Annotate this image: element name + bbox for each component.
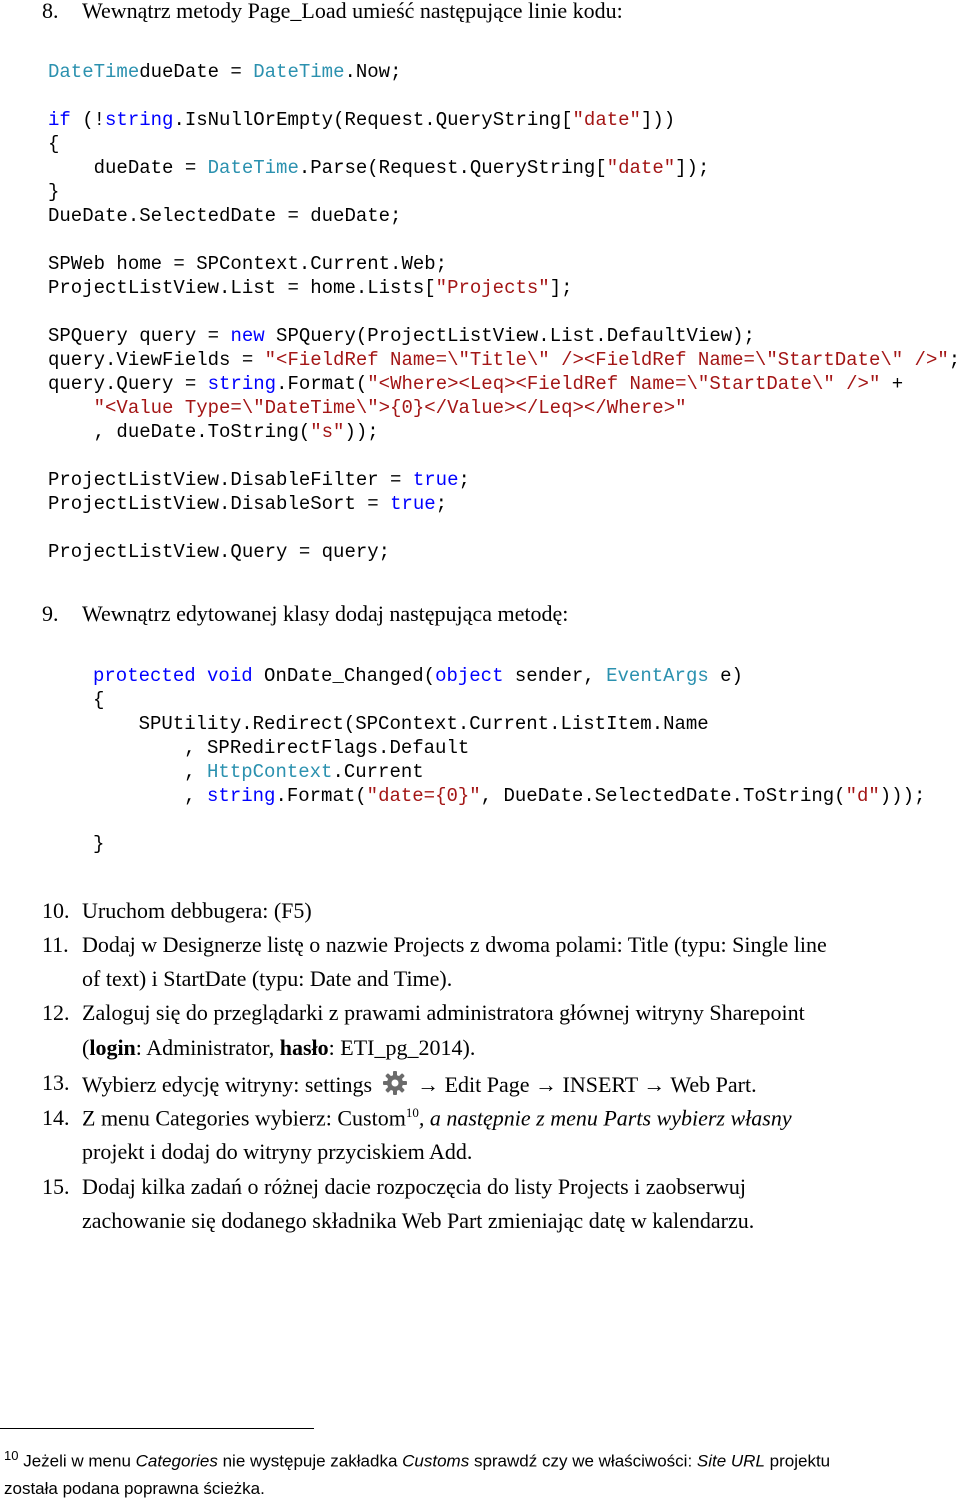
paren-open: ( [82, 1035, 90, 1060]
code-token: ProjectListView.List = home.Lists[ [48, 277, 436, 299]
code-token: ; [435, 493, 448, 515]
code-token: )); [344, 421, 379, 443]
code-line [48, 540, 960, 564]
code-line [93, 808, 925, 832]
step-11-line1: Dodaj w Designerze listę o nazwie Projects z dwoma polami: Title (typu: Single line [82, 932, 827, 957]
code-line [48, 324, 960, 348]
code-token: "<FieldRef Name=\"Title\" /><FieldRef Name=\"StartDate\" />" [264, 349, 949, 371]
code-line [48, 372, 960, 396]
step-12-line1: Zaloguj się do przeglądarki z prawami administratora głównej witryny Sharepoint [82, 1000, 805, 1025]
code-token: ]); [675, 157, 710, 179]
step-15-number: 15. [42, 1174, 70, 1199]
code-token [196, 665, 207, 687]
step-11-number: 11. [42, 932, 69, 957]
code-token: ; [948, 349, 960, 371]
step-14-part2: , a następnie z menu Parts wybierz własny [418, 1105, 792, 1131]
code-token: .Current [332, 761, 424, 783]
code-token: DueDate.SelectedDate = dueDate; [48, 205, 402, 227]
code-block-on-date-changed [93, 664, 925, 856]
code-line [48, 84, 960, 108]
password-label: hasło [279, 1035, 329, 1060]
code-token: , SPRedirectFlags.Default [93, 737, 470, 759]
step-10-number: 10. [42, 898, 70, 923]
code-token: new [230, 325, 265, 347]
step-14-line2: projekt i dodaj do witryny przyciskiem Add. [82, 1139, 473, 1164]
code-token: HttpContext [207, 761, 333, 783]
step-11-line2: of text) i StartDate (typu: Date and Time). [82, 966, 453, 991]
step-12-line2 [82, 1035, 475, 1061]
code-token: OnDate_Changed( [252, 665, 436, 687]
step-13-before: Wybierz edycję witryny: settings [82, 1072, 373, 1097]
code-token: SPQuery query = [48, 325, 231, 347]
code-token: sender, [503, 665, 607, 687]
code-token: SPUtility.Redirect(SPContext.Current.ListItem.Name [93, 713, 709, 735]
step-13-text [82, 1070, 757, 1098]
code-token: "<Value Type=\"DateTime\">{0}</Value></Leq></Where>" [93, 397, 687, 419]
footnote-customs: Customs [402, 1451, 470, 1471]
code-token: string [207, 785, 276, 807]
step-14-number: 14. [42, 1105, 70, 1130]
step-15-line2: zachowanie się dodanego składnika Web Part zmieniając datę w kalendarzu. [82, 1208, 755, 1233]
code-token: .Format( [275, 785, 367, 807]
code-line [93, 784, 925, 808]
code-line [48, 420, 960, 444]
code-token: "date" [606, 157, 676, 179]
code-token: true [390, 493, 436, 515]
code-block-page-load [48, 60, 960, 564]
code-token: DateTime [48, 61, 140, 83]
code-token: void [207, 665, 253, 687]
code-token: , dueDate.ToString( [48, 421, 311, 443]
password-value: : ETI_pg_2014). [328, 1035, 476, 1060]
code-token: ; [458, 469, 470, 491]
step-8-number: 8. [42, 0, 59, 23]
footnote [4, 1442, 954, 1502]
code-token: ProjectListView.DisableFilter = [48, 469, 413, 491]
footnote-separator [0, 1428, 314, 1429]
code-token: ]; [549, 277, 573, 299]
code-token: .Now; [344, 61, 402, 83]
code-line [93, 664, 925, 688]
footnote-text-4: projektu [764, 1451, 831, 1471]
code-token: ])) [640, 109, 676, 131]
code-line [48, 60, 960, 84]
code-token: ))); [879, 785, 926, 807]
code-line [48, 180, 960, 204]
code-token: , [93, 761, 208, 783]
code-line [48, 252, 960, 276]
code-line [93, 712, 925, 736]
code-token: EventArgs [606, 665, 709, 687]
code-line [93, 832, 925, 856]
footnote-text-1: Jeżeli w menu [18, 1451, 136, 1471]
code-line [93, 760, 925, 784]
code-token: ProjectListView.DisableSort = [48, 493, 391, 515]
footnote-line2: została podana poprawna ścieżka. [4, 1478, 265, 1498]
code-line [48, 396, 960, 420]
code-token: .Format( [276, 373, 368, 395]
code-token: e) [708, 665, 743, 687]
code-line [48, 468, 960, 492]
code-token: "Projects" [435, 277, 550, 299]
code-token: query.ViewFields = [48, 349, 265, 371]
code-token: dueDate = [139, 61, 254, 83]
code-token: { [93, 689, 105, 711]
footnote-site-url: Site URL [696, 1451, 765, 1471]
code-line [93, 736, 925, 760]
code-token: object [435, 665, 504, 687]
code-token: "d" [845, 785, 880, 807]
footnote-number: 10 [4, 1448, 19, 1463]
code-token: "date" [572, 109, 641, 131]
code-line [48, 516, 960, 540]
login-label: login [89, 1035, 136, 1060]
code-token: ProjectListView.Query = query; [48, 541, 391, 563]
code-token: "<Where><Leq><FieldRef Name=\"StartDate\" />" [367, 373, 881, 395]
code-token: if [48, 109, 71, 131]
code-line [48, 156, 960, 180]
login-value: : Administrator, [135, 1035, 280, 1060]
code-token: true [412, 469, 459, 491]
code-token: , DueDate.SelectedDate.ToString( [480, 785, 846, 807]
step-8-text: Wewnątrz metody Page_Load umieść następujące linie kodu: [82, 0, 623, 23]
step-12-number: 12. [42, 1000, 70, 1025]
code-line [48, 204, 960, 228]
code-line [48, 492, 960, 516]
footnote-text-2: nie występuje zakładka [217, 1451, 403, 1471]
code-token: + [880, 373, 904, 395]
step-9-text: Wewnątrz edytowanej klasy dodaj następująca metodę: [82, 601, 569, 626]
step-15-line1: Dodaj kilka zadań o różnej dacie rozpoczęcia do listy Projects i zaobserwuj [82, 1174, 747, 1199]
code-token: SPQuery(ProjectListView.List.DefaultView); [264, 325, 755, 347]
code-line [93, 688, 925, 712]
code-token: "s" [310, 421, 345, 443]
code-token: string [207, 373, 277, 395]
code-line [48, 300, 960, 324]
code-token: "date={0}" [366, 785, 481, 807]
code-token: SPWeb home = SPContext.Current.Web; [48, 253, 448, 275]
step-13-after: → Edit Page → INSERT → Web Part. [417, 1072, 757, 1097]
code-token: } [48, 181, 60, 203]
code-token: , [93, 785, 208, 807]
code-line [48, 348, 960, 372]
code-token [48, 397, 94, 419]
code-token: .Parse(Request.QueryString[ [298, 157, 607, 179]
code-token: .IsNullOrEmpty(Request.QueryString[ [173, 109, 573, 131]
code-token: string [105, 109, 174, 131]
step-13-number: 13. [42, 1070, 70, 1095]
step-9-number: 9. [42, 601, 59, 626]
footnote-text-3: sprawdź czy we właściwości: [469, 1451, 697, 1471]
code-line [48, 228, 960, 252]
code-token: DateTime [253, 61, 345, 83]
code-line [48, 276, 960, 300]
code-token: } [93, 833, 105, 855]
code-line [48, 132, 960, 156]
gear-icon [382, 1070, 408, 1096]
step-14-line1 [82, 1105, 792, 1131]
code-token: query.Query = [48, 373, 208, 395]
footnote-ref: 10 [405, 1105, 419, 1120]
code-token: dueDate = [48, 157, 208, 179]
footnote-line1 [4, 1442, 954, 1475]
step-14-part1: Z menu Categories wybierz: Custom [82, 1105, 406, 1131]
code-line [48, 108, 960, 132]
code-token: (! [70, 109, 106, 131]
code-token: protected [93, 665, 196, 687]
code-line [48, 444, 960, 468]
step-10-text: Uruchom debbugera: (F5) [82, 898, 312, 923]
code-token: DateTime [207, 157, 299, 179]
code-token: { [48, 133, 60, 155]
footnote-categories: Categories [135, 1451, 218, 1471]
